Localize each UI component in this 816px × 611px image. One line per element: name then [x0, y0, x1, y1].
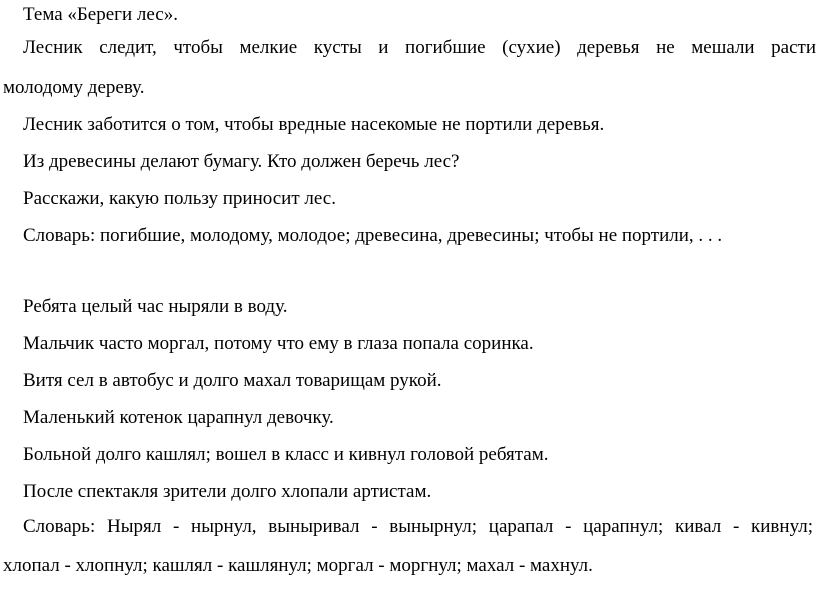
sentence-coughing: Больной долго кашлял; вошел в класс и кивнул головой ребятам.	[23, 444, 549, 465]
sentence-blinking: Мальчик часто моргал, потому что ему в глаза попала соринка.	[23, 333, 534, 354]
vocabulary-verbs-line1: Словарь: Нырял - нырнул, выныривал - вынырнул; царапал - царапнул; кивал - кивнул;	[23, 516, 813, 537]
sentence-diving: Ребята целый час ныряли в воду.	[23, 296, 288, 317]
paragraph-paper: Из древесины делают бумагу. Кто должен беречь лес?	[23, 151, 460, 172]
paragraph-forester-line1: Лесник следит, чтобы мелкие кусты и погибшие (сухие) деревья не мешали расти	[23, 37, 816, 58]
sentence-kitten: Маленький котенок царапнул девочку.	[23, 407, 334, 428]
vocabulary-forest: Словарь: погибшие, молодому, молодое; древесина, древесины; чтобы не портили, . . .	[23, 225, 723, 246]
paragraph-tell: Расскажи, какую пользу приносит лес.	[23, 188, 336, 209]
topic-title: Тема «Береги лес».	[23, 4, 178, 25]
paragraph-forester-insects: Лесник заботится о том, чтобы вредные насекомые не портили деревья.	[23, 114, 605, 135]
sentence-clapping: После спектакля зрители долго хлопали артистам.	[23, 481, 432, 502]
vocabulary-verbs-line2: хлопал - хлопнул; кашлял - кашлянул; моргал - моргнул; махал - махнул.	[3, 555, 593, 576]
paragraph-forester-line2: молодому дереву.	[3, 77, 145, 98]
sentence-waving: Витя сел в автобус и долго махал товарищам рукой.	[23, 370, 442, 391]
